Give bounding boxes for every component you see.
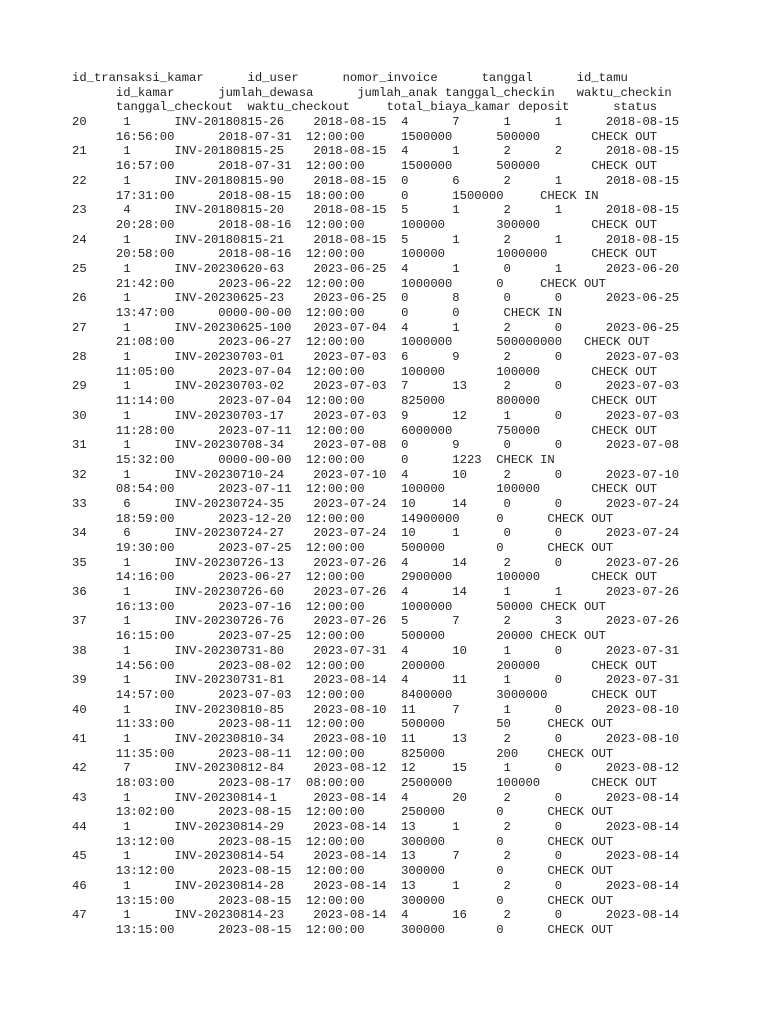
- row-line: 30 1 INV-20230703-17 2023-07-03 9 12 1 0 2023-07-03: [72, 408, 680, 423]
- header-line: tanggal_checkout waktu_checkout total_biaya_kamar deposit status: [72, 100, 658, 115]
- row-line: 43 1 INV-20230814-1 2023-08-14 4 20 2 0 2023-08-14: [72, 790, 680, 805]
- row-line: 32 1 INV-20230710-24 2023-07-10 4 10 2 0 2023-07-10: [72, 467, 680, 482]
- row-line: 31 1 INV-20230708-34 2023-07-08 0 9 0 0 2023-07-08: [72, 438, 680, 453]
- row-line: 13:12:00 2023-08-15 12:00:00 300000 0 CHECK OUT: [72, 864, 614, 879]
- header-line: id_kamar jumlah_dewasa jumlah_anak tanggal_checkin waktu_checkin: [72, 85, 672, 100]
- row-line: 47 1 INV-20230814-23 2023-08-14 4 16 2 0 2023-08-14: [72, 908, 680, 923]
- row-line: 26 1 INV-20230625-23 2023-06-25 0 8 0 0 2023-06-25: [72, 291, 680, 306]
- row-line: 36 1 INV-20230726-60 2023-07-26 4 14 1 1 2023-07-26: [72, 585, 680, 600]
- row-line: 23 4 INV-20180815-20 2018-08-15 5 1 2 1 2018-08-15: [72, 203, 680, 218]
- table-printout: [72, 71, 679, 938]
- row-line: 33 6 INV-20230724-35 2023-07-24 10 14 0 0 2023-07-24: [72, 496, 680, 511]
- row-line: 14:57:00 2023-07-03 12:00:00 8400000 3000000 CHECK OUT: [72, 687, 658, 702]
- row-line: 18:59:00 2023-12-20 12:00:00 14900000 0 CHECK OUT: [72, 511, 614, 526]
- row-line: 25 1 INV-20230620-63 2023-06-25 4 1 0 1 2023-06-20: [72, 261, 680, 276]
- row-line: 08:54:00 2023-07-11 12:00:00 100000 100000 CHECK OUT: [72, 482, 658, 497]
- row-line: 16:15:00 2023-07-25 12:00:00 500000 20000 CHECK OUT: [72, 629, 606, 644]
- row-line: 45 1 INV-20230814-54 2023-08-14 13 7 2 0 2023-08-14: [72, 849, 680, 864]
- row-line: 38 1 INV-20230731-80 2023-07-31 4 10 1 0 2023-07-31: [72, 643, 680, 658]
- row-line: 24 1 INV-20180815-21 2018-08-15 5 1 2 1 2018-08-15: [72, 232, 680, 247]
- row-line: 37 1 INV-20230726-76 2023-07-26 5 7 2 3 2023-07-26: [72, 614, 680, 629]
- row-line: 13:02:00 2023-08-15 12:00:00 250000 0 CHECK OUT: [72, 805, 614, 820]
- row-line: 14:16:00 2023-06-27 12:00:00 2900000 100000 CHECK OUT: [72, 570, 658, 585]
- row-line: 20:28:00 2018-08-16 12:00:00 100000 300000 CHECK OUT: [72, 217, 658, 232]
- row-line: 11:28:00 2023-07-11 12:00:00 6000000 750000 CHECK OUT: [72, 423, 658, 438]
- row-line: 16:13:00 2023-07-16 12:00:00 1000000 50000 CHECK OUT: [72, 599, 606, 614]
- row-line: 27 1 INV-20230625-100 2023-07-04 4 1 2 0 2023-06-25: [72, 320, 680, 335]
- row-line: 17:31:00 2018-08-15 18:00:00 0 1500000 CHECK IN: [72, 188, 599, 203]
- row-line: 29 1 INV-20230703-02 2023-07-03 7 13 2 0 2023-07-03: [72, 379, 680, 394]
- row-line: 11:14:00 2023-07-04 12:00:00 825000 800000 CHECK OUT: [72, 394, 658, 409]
- row-line: 40 1 INV-20230810-85 2023-08-10 11 7 1 0 2023-08-10: [72, 702, 680, 717]
- row-line: 11:33:00 2023-08-11 12:00:00 500000 50 CHECK OUT: [72, 717, 614, 732]
- row-line: 44 1 INV-20230814-29 2023-08-14 13 1 2 0 2023-08-14: [72, 820, 680, 835]
- row-line: 11:05:00 2023-07-04 12:00:00 100000 100000 CHECK OUT: [72, 364, 658, 379]
- row-line: 41 1 INV-20230810-34 2023-08-10 11 13 2 0 2023-08-10: [72, 731, 680, 746]
- row-line: 16:57:00 2018-07-31 12:00:00 1500000 500000 CHECK OUT: [72, 159, 658, 174]
- row-line: 35 1 INV-20230726-13 2023-07-26 4 14 2 0 2023-07-26: [72, 555, 680, 570]
- row-line: 21:42:00 2023-06-22 12:00:00 1000000 0 CHECK OUT: [72, 276, 606, 291]
- row-line: 11:35:00 2023-08-11 12:00:00 825000 200 CHECK OUT: [72, 746, 614, 761]
- row-line: 39 1 INV-20230731-81 2023-08-14 4 11 1 0 2023-07-31: [72, 673, 680, 688]
- row-line: 21:08:00 2023-06-27 12:00:00 1000000 500000000 CHECK OUT: [72, 335, 650, 350]
- row-line: 14:56:00 2023-08-02 12:00:00 200000 200000 CHECK OUT: [72, 658, 658, 673]
- row-line: 34 6 INV-20230724-27 2023-07-24 10 1 0 0 2023-07-24: [72, 526, 680, 541]
- row-line: 20:58:00 2018-08-16 12:00:00 100000 1000000 CHECK OUT: [72, 247, 658, 262]
- row-line: 42 7 INV-20230812-84 2023-08-12 12 15 1 0 2023-08-12: [72, 761, 680, 776]
- row-line: 13:12:00 2023-08-15 12:00:00 300000 0 CHECK OUT: [72, 834, 614, 849]
- row-line: 18:03:00 2023-08-17 08:00:00 2500000 100000 CHECK OUT: [72, 776, 658, 790]
- row-line: 46 1 INV-20230814-28 2023-08-14 13 1 2 0 2023-08-14: [72, 878, 680, 893]
- row-line: 13:15:00 2023-08-15 12:00:00 300000 0 CHECK OUT: [72, 922, 614, 937]
- row-line: 19:30:00 2023-07-25 12:00:00 500000 0 CHECK OUT: [72, 541, 614, 555]
- row-line: 13:15:00 2023-08-15 12:00:00 300000 0 CHECK OUT: [72, 893, 614, 908]
- header-line: id_transaksi_kamar id_user nomor_invoice tanggal id_tamu: [72, 71, 628, 85]
- row-line: 28 1 INV-20230703-01 2023-07-03 6 9 2 0 2023-07-03: [72, 350, 680, 365]
- row-line: 16:56:00 2018-07-31 12:00:00 1500000 500000 CHECK OUT: [72, 129, 658, 144]
- row-line: 22 1 INV-20180815-90 2018-08-15 0 6 2 1 2018-08-15: [72, 173, 680, 188]
- row-line: 20 1 INV-20180815-26 2018-08-15 4 7 1 1 2018-08-15: [72, 115, 680, 130]
- row-line: 15:32:00 0000-00-00 12:00:00 0 1223 CHECK IN: [72, 452, 555, 467]
- row-line: 21 1 INV-20180815-25 2018-08-15 4 1 2 2 2018-08-15: [72, 144, 680, 159]
- row-line: 13:47:00 0000-00-00 12:00:00 0 0 CHECK IN: [72, 306, 563, 320]
